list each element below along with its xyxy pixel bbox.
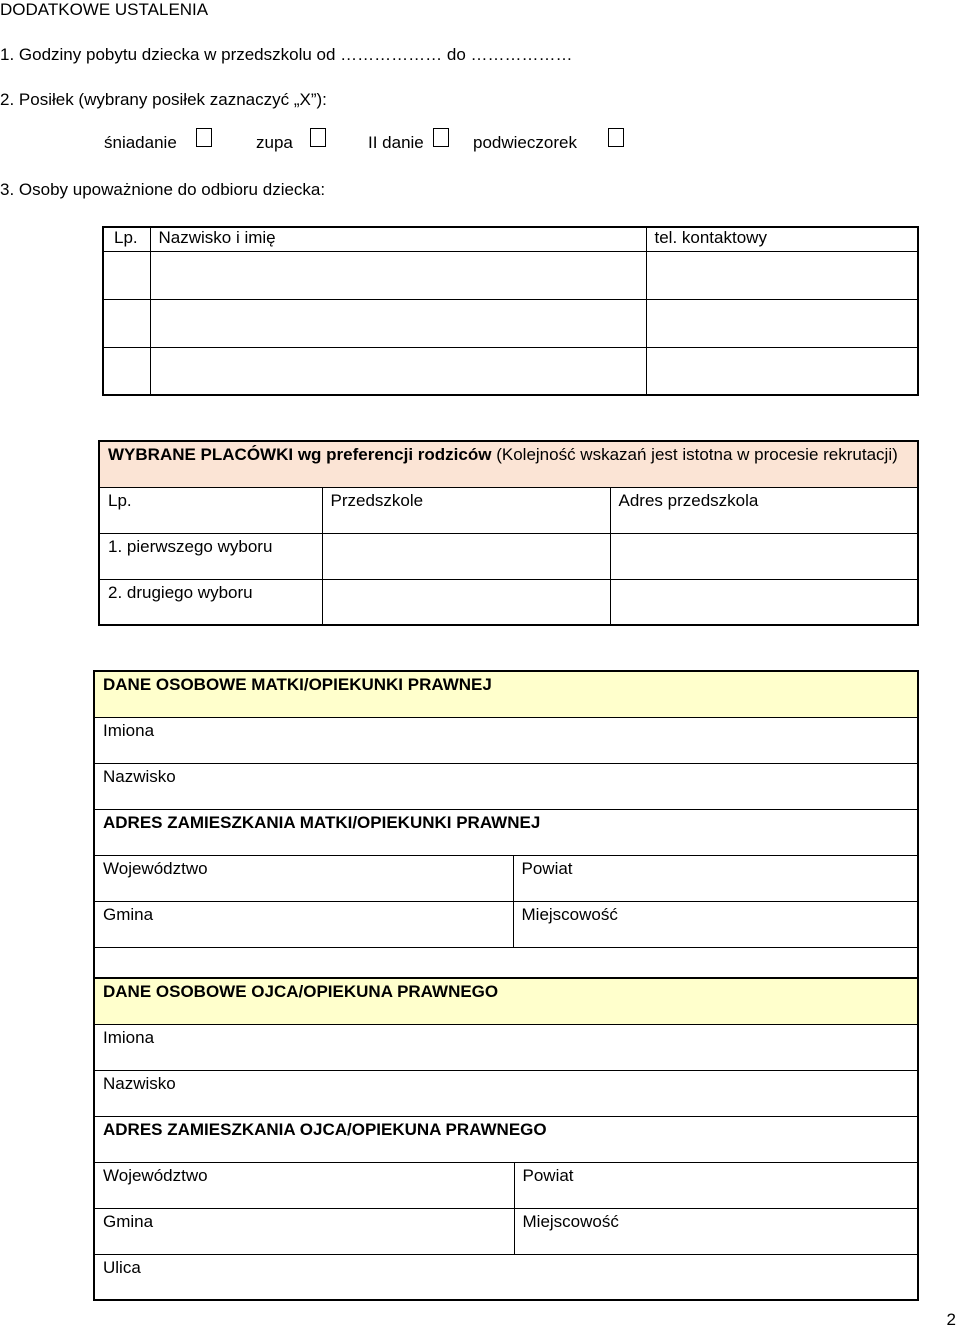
mother-section-title: DANE OSOBOWE MATKI/OPIEKUNKI PRAWNEJ <box>94 671 918 717</box>
col-header-name: Nazwisko i imię <box>150 227 646 251</box>
meal-checkbox-main[interactable] <box>433 128 449 147</box>
mother-voivodeship-field[interactable]: Województwo <box>94 855 513 901</box>
col-header-lp: Lp. <box>103 227 150 251</box>
father-section-title: DANE OSOBOWE OJCA/OPIEKUNA PRAWNEGO <box>94 978 918 1024</box>
institutions-title-bold: WYBRANE PLACÓWKI wg preferencji rodziców <box>108 445 492 464</box>
col-header-kindergarten: Przedszkole <box>322 487 610 533</box>
second-choice-kindergarten-cell[interactable] <box>322 579 610 625</box>
mother-spacer-row <box>94 947 918 979</box>
hours-line: 1. Godziny pobytu dziecka w przedszkolu od ……………… do ……………… <box>0 45 573 64</box>
institutions-title-note: (Kolejność wskazań jest istotna w procesie rekrutacji) <box>491 445 898 464</box>
meal-label-main: II danie <box>368 133 424 152</box>
mother-county-field[interactable]: Powiat <box>513 855 918 901</box>
authorized-persons-label: 3. Osoby upoważnione do odbioru dziecka: <box>0 180 326 199</box>
page-number: 2 <box>946 1310 956 1329</box>
person-phone-cell[interactable] <box>646 251 918 299</box>
first-choice-address-cell[interactable] <box>610 533 918 579</box>
person-name-cell[interactable] <box>150 299 646 347</box>
second-choice-address-cell[interactable] <box>610 579 918 625</box>
father-data-table <box>93 977 919 1301</box>
authorized-persons-table <box>102 226 919 396</box>
first-choice-label: 1. pierwszego wyboru <box>99 533 322 579</box>
father-commune-field[interactable]: Gmina <box>94 1208 514 1254</box>
person-lp-cell[interactable] <box>103 347 150 395</box>
person-name-cell[interactable] <box>150 347 646 395</box>
person-lp-cell[interactable] <box>103 299 150 347</box>
institutions-table <box>98 440 919 626</box>
meal-label-snack: podwieczorek <box>473 133 577 152</box>
person-phone-cell[interactable] <box>646 299 918 347</box>
person-phone-cell[interactable] <box>646 347 918 395</box>
father-street-field[interactable]: Ulica <box>94 1254 918 1300</box>
meal-checkbox-breakfast[interactable] <box>196 128 212 147</box>
first-choice-kindergarten-cell[interactable] <box>322 533 610 579</box>
father-county-field[interactable]: Powiat <box>514 1162 918 1208</box>
person-name-cell[interactable] <box>150 251 646 299</box>
meal-checkbox-soup[interactable] <box>310 128 326 147</box>
section-heading: DODATKOWE USTALENIA <box>0 0 209 19</box>
meal-label-breakfast: śniadanie <box>104 133 177 152</box>
father-locality-field[interactable]: Miejscowość <box>514 1208 918 1254</box>
meal-checkbox-snack[interactable] <box>608 128 624 147</box>
meal-instruction: 2. Posiłek (wybrany posiłek zaznaczyć „X”): <box>0 90 327 109</box>
col-header-phone: tel. kontaktowy <box>646 227 918 251</box>
mother-data-table <box>93 670 919 980</box>
mother-address-title: ADRES ZAMIESZKANIA MATKI/OPIEKUNKI PRAWNEJ <box>94 809 918 855</box>
institutions-title <box>99 441 918 487</box>
col-header-address: Adres przedszkola <box>610 487 918 533</box>
father-surname-field[interactable]: Nazwisko <box>94 1070 918 1116</box>
col-header-lp: Lp. <box>99 487 322 533</box>
person-lp-cell[interactable] <box>103 251 150 299</box>
meal-label-soup: zupa <box>256 133 293 152</box>
father-address-title: ADRES ZAMIESZKANIA OJCA/OPIEKUNA PRAWNEGO <box>94 1116 918 1162</box>
mother-surname-field[interactable]: Nazwisko <box>94 763 918 809</box>
mother-commune-field[interactable]: Gmina <box>94 901 513 947</box>
second-choice-label: 2. drugiego wyboru <box>99 579 322 625</box>
mother-first-names-field[interactable]: Imiona <box>94 717 918 763</box>
father-first-names-field[interactable]: Imiona <box>94 1024 918 1070</box>
mother-locality-field[interactable]: Miejscowość <box>513 901 918 947</box>
father-voivodeship-field[interactable]: Województwo <box>94 1162 514 1208</box>
